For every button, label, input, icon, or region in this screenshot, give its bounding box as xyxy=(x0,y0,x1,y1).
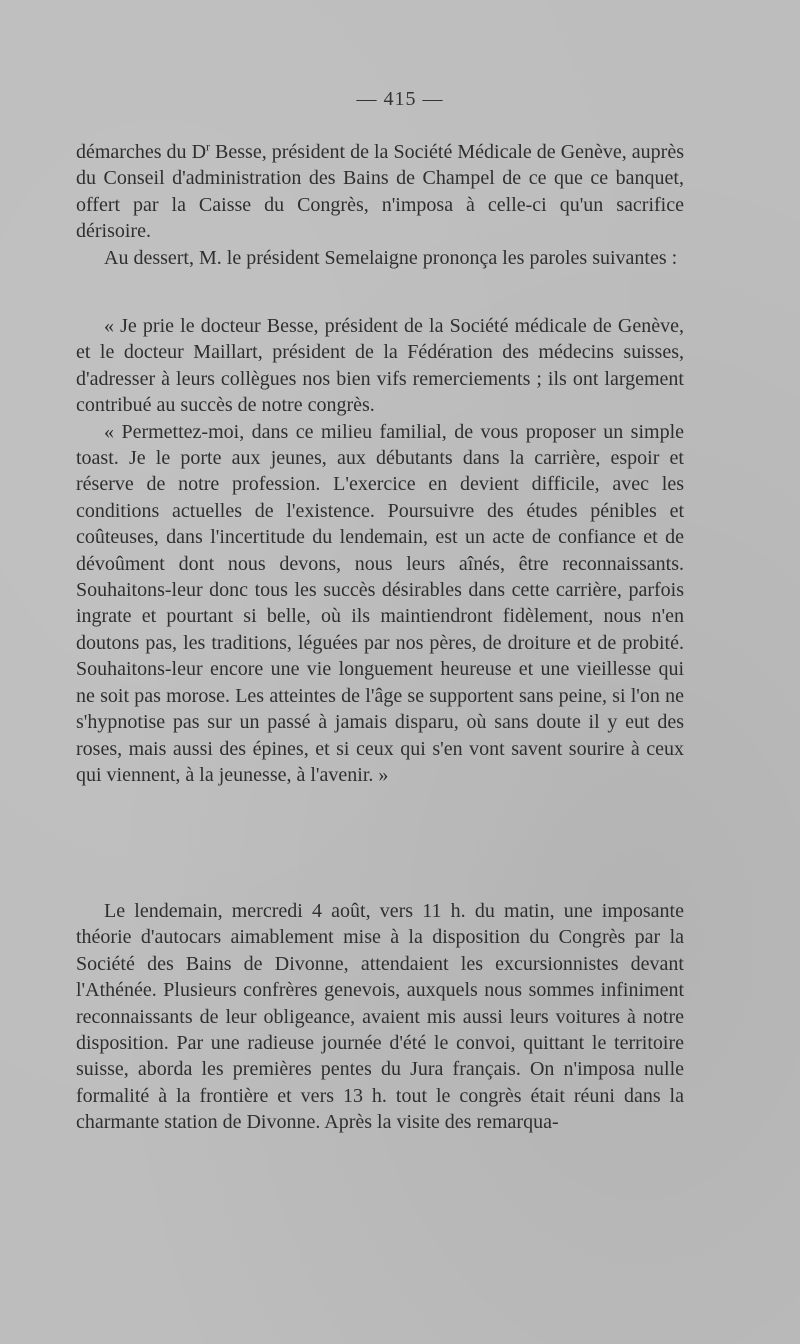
text-block-excursion xyxy=(76,898,684,1136)
paragraph-dessert: Au dessert, M. le président Semelaigne prononça les paroles suivantes : xyxy=(104,246,678,269)
speech-paragraph-thanks: « Je prie le docteur Besse, président de la Société médicale de Genève, et le docteur Maillart, président de la Fédération des médecins suisses, d'adresser à leurs collègues nos bien vifs remerciements ; ils ont largement contribué au succès de notre congrès. xyxy=(76,315,684,417)
paragraph-continuation xyxy=(76,139,684,245)
page-number: — 415 — xyxy=(356,88,444,110)
paragraph-text-end: Besse, président de la Société Médicale de Genève, auprès du Conseil d'administration des Bains de Champel de ce que ce banquet, offert par la Caisse du Congrès, n'imposa à celle-ci qu'un sacrifice dérisoire. xyxy=(76,141,684,243)
speech-block xyxy=(76,313,684,788)
paragraph-excursion: Le lendemain, mercredi 4 août, vers 11 h. du matin, une imposante théorie d'autocars aimablement mise à la disposition du Congrès par la Société des Bains de Divonne, attendaient les excursionnistes devant l'Athénée. Plusieurs confrères genevois, auxquels nous sommes infiniment reconnaissants de leur obligeance, avaient mis aussi leurs voitures à notre disposition. Par une radieuse journée d'été le convoi, quittant le territoire suisse, aborda les premières pentes du Jura français. On n'imposa nulle formalité à la frontière et vers 13 h. tout le congrès était réuni dans la charmante station de Divonne. Après la visite des remarqua- xyxy=(76,900,684,1134)
text-block-top xyxy=(76,139,684,271)
paragraph-text-start: démarches du D xyxy=(76,141,207,163)
doctor-abbrev-superscript: r xyxy=(206,139,211,154)
speech-paragraph-toast: « Permettez-moi, dans ce milieu familial, de vous proposer un simple toast. Je le porte aux jeunes, aux débutants dans la carrière, espoir et réserve de notre profession. L'exercice en devient difficile, avec les conditions actuelles de l'existence. Poursuivre des études pénibles et coûteuses, dans l'incertitude du lendemain, est un acte de confiance et de dévoûment dont nous devons, nous leurs aînés, être reconnaissants. Souhaitons-leur donc tous les succès désirables dans cette carrière, parfois ingrate et pourtant si belle, où ils maintiendront fidèlement, nous n'en doutons pas, les traditions, léguées par nos pères, de droiture et de probité. Souhaitons-leur encore une vie longuement heureuse et une vieillesse qui ne soit pas morose. Les atteintes de l'âge se supportent sans peine, si l'on ne s'hypnotise pas sur un passé à jamais disparu, où sans doute il y eut des roses, mais aussi des épines, et si ceux qui s'en vont savent sourire à ceux qui viennent, à la jeunesse, à l'avenir. » xyxy=(76,420,684,786)
